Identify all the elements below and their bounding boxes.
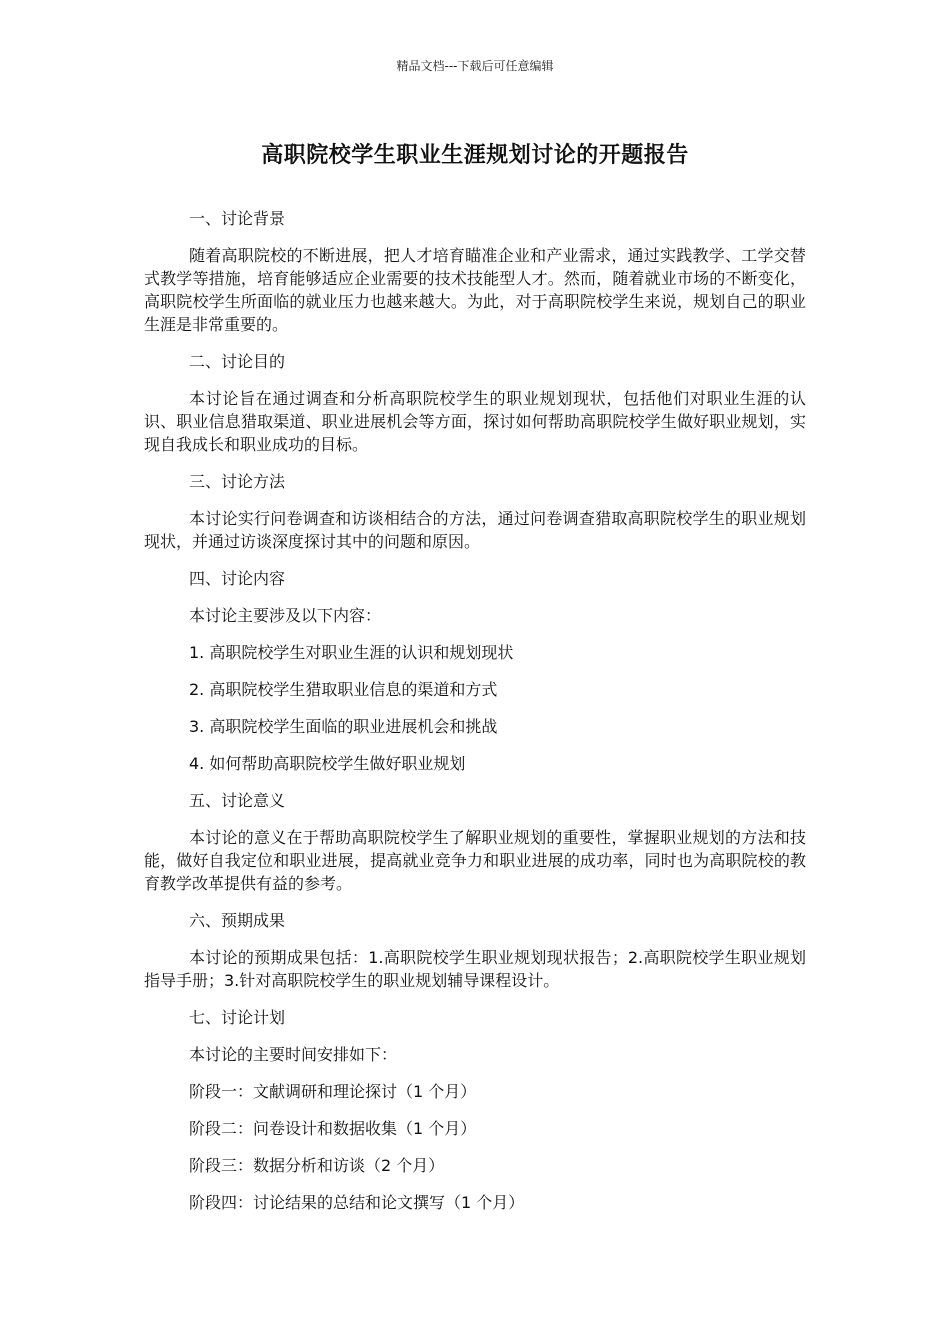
list-item: 2. 高职院校学生猎取职业信息的渠道和方式 (189, 680, 498, 699)
document-body (144, 207, 806, 1214)
plan-stage-item: 阶段二：问卷设计和数据收集（1 个月） (189, 1119, 477, 1138)
plan-stage-item: 阶段三：数据分析和访谈（2 个月） (189, 1156, 445, 1175)
document-title: 高职院校学生职业生涯规划讨论的开题报告 (261, 143, 689, 168)
section-heading-method: 三、讨论方法 (189, 472, 286, 491)
section-heading-significance: 五、讨论意义 (189, 791, 286, 810)
section-intro-content: 本讨论主要涉及以下内容： (189, 606, 382, 625)
list-item: 4. 如何帮助高职院校学生做好职业规划 (189, 754, 466, 773)
header-note: 精品文档---下载后可任意编辑 (396, 59, 554, 73)
list-item: 3. 高职院校学生面临的职业进展机会和挑战 (189, 717, 498, 736)
plan-stage-item: 阶段四：讨论结果的总结和论文撰写（1 个月） (189, 1193, 525, 1212)
section-paragraph-significance: 本讨论的意义在于帮助高职院校学生了解职业规划的重要性，掌握职业规划的方法和技能，做好自我定位和职业进展，提高就业竞争力和职业进展的成功率，同时也为高职院校的教育教学改革提供有益的参考。 (144, 828, 806, 893)
section-heading-purpose: 二、讨论目的 (189, 352, 286, 371)
section-heading-background: 一、讨论背景 (189, 209, 286, 228)
section-heading-outcomes: 六、预期成果 (189, 911, 286, 930)
plan-stage-item: 阶段一：文献调研和理论探讨（1 个月） (189, 1082, 477, 1101)
section-paragraph-outcomes: 本讨论的预期成果包括：1.高职院校学生职业规划现状报告；2.高职院校学生职业规划指导手册；3.针对高职院校学生的职业规划辅导课程设计。 (144, 948, 806, 990)
section-paragraph-background: 随着高职院校的不断进展，把人才培育瞄准企业和产业需求，通过实践教学、工学交替式教学等措施，培育能够适应企业需要的技术技能型人才。然而，随着就业市场的不断变化，高职院校学生所面临的就业压力也越来越大。为此，对于高职院校学生来说，规划自己的职业生涯是非常重要的。 (144, 246, 806, 334)
section-heading-content: 四、讨论内容 (189, 569, 286, 588)
section-paragraph-purpose: 本讨论旨在通过调查和分析高职院校学生的职业规划现状，包括他们对职业生涯的认识、职业信息猎取渠道、职业进展机会等方面，探讨如何帮助高职院校学生做好职业规划，实现自我成长和职业成功的目标。 (144, 389, 806, 454)
section-intro-plan: 本讨论的主要时间安排如下： (189, 1045, 398, 1064)
section-paragraph-method: 本讨论实行问卷调查和访谈相结合的方法，通过问卷调查猎取高职院校学生的职业规划现状，并通过访谈深度探讨其中的问题和原因。 (144, 509, 806, 551)
list-item: 1. 高职院校学生对职业生涯的认识和规划现状 (189, 643, 514, 662)
section-heading-plan: 七、讨论计划 (189, 1008, 286, 1027)
